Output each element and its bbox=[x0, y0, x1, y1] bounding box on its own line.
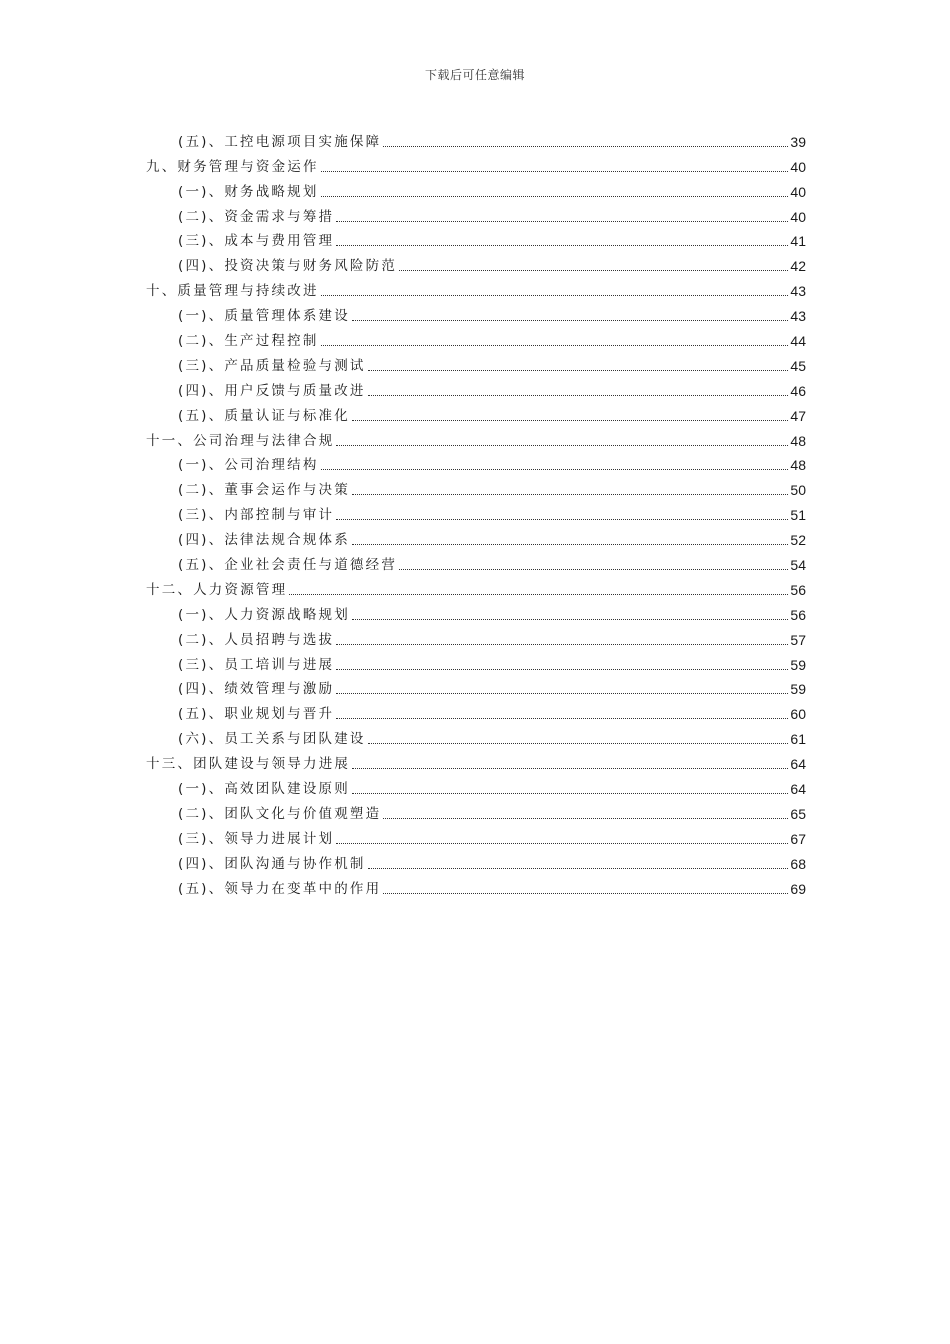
toc-entry-title: 十一、公司治理与法律合规 bbox=[146, 432, 335, 449]
toc-chapter-entry[interactable] bbox=[146, 748, 806, 773]
toc-section-entry[interactable] bbox=[146, 226, 806, 251]
toc-section-entry[interactable] bbox=[146, 649, 806, 674]
toc-dot-leader bbox=[336, 693, 788, 694]
toc-dot-leader bbox=[321, 469, 789, 470]
toc-entry-title: (四)、投资决策与财务风险防范 bbox=[178, 258, 398, 275]
toc-dot-leader bbox=[352, 320, 788, 321]
toc-dot-leader bbox=[289, 594, 788, 595]
toc-page-number: 65 bbox=[790, 805, 806, 822]
toc-page-number: 47 bbox=[790, 407, 806, 424]
toc-page-number: 60 bbox=[790, 706, 806, 723]
toc-dot-leader bbox=[336, 669, 788, 670]
toc-entry-title: (二)、团队文化与价值观塑造 bbox=[178, 805, 382, 822]
toc-dot-leader bbox=[336, 843, 788, 844]
toc-page-number: 40 bbox=[790, 183, 806, 200]
page-header: 下载后可任意编辑 bbox=[424, 68, 525, 82]
toc-entry-title: (五)、工控电源项目实施保障 bbox=[178, 133, 382, 150]
toc-dot-leader bbox=[321, 295, 789, 296]
toc-dot-leader bbox=[336, 445, 788, 446]
toc-page-number: 48 bbox=[790, 432, 806, 449]
toc-section-entry[interactable] bbox=[146, 375, 806, 400]
toc-section-entry[interactable] bbox=[146, 848, 806, 873]
toc-dot-leader bbox=[383, 146, 788, 147]
toc-chapter-entry[interactable] bbox=[146, 275, 806, 300]
toc-dot-leader bbox=[352, 420, 788, 421]
toc-page-number: 52 bbox=[790, 532, 806, 549]
toc-section-entry[interactable] bbox=[146, 474, 806, 499]
toc-dot-leader bbox=[321, 345, 789, 346]
toc-entry-title: (五)、企业社会责任与道德经营 bbox=[178, 557, 398, 574]
toc-page-number: 59 bbox=[790, 656, 806, 673]
toc-page-number: 40 bbox=[790, 208, 806, 225]
toc-entry-title: (五)、质量认证与标准化 bbox=[178, 407, 350, 424]
toc-dot-leader bbox=[352, 494, 788, 495]
toc-entry-title: (一)、财务战略规划 bbox=[178, 183, 319, 200]
toc-entry-title: (二)、人员招聘与选拔 bbox=[178, 631, 335, 648]
toc-section-entry[interactable] bbox=[146, 798, 806, 823]
toc-section-entry[interactable] bbox=[146, 350, 806, 375]
toc-dot-leader bbox=[336, 245, 788, 246]
toc-dot-leader bbox=[321, 171, 789, 172]
toc-entry-title: (一)、高效团队建设原则 bbox=[178, 781, 350, 798]
toc-entry-title: (二)、董事会运作与决策 bbox=[178, 482, 350, 499]
toc-page-number: 67 bbox=[790, 830, 806, 847]
toc-entry-title: 九、财务管理与资金运作 bbox=[146, 158, 319, 175]
toc-section-entry[interactable] bbox=[146, 524, 806, 549]
toc-entry-title: (三)、员工培训与进展 bbox=[178, 656, 335, 673]
toc-dot-leader bbox=[352, 768, 788, 769]
toc-entry-title: 十三、团队建设与领导力进展 bbox=[146, 756, 351, 773]
toc-page-number: 64 bbox=[790, 756, 806, 773]
toc-section-entry[interactable] bbox=[146, 698, 806, 723]
toc-section-entry[interactable] bbox=[146, 599, 806, 624]
toc-section-entry[interactable] bbox=[146, 773, 806, 798]
toc-dot-leader bbox=[383, 893, 788, 894]
toc-dot-leader bbox=[368, 370, 789, 371]
toc-dot-leader bbox=[336, 718, 788, 719]
toc-chapter-entry[interactable] bbox=[146, 574, 806, 599]
toc-entry-title: (三)、成本与费用管理 bbox=[178, 233, 335, 250]
toc-section-entry[interactable] bbox=[146, 450, 806, 475]
toc-section-entry[interactable] bbox=[146, 549, 806, 574]
toc-entry-title: 十二、人力资源管理 bbox=[146, 581, 288, 598]
toc-page-number: 56 bbox=[790, 581, 806, 598]
toc-entry-title: (五)、职业规划与晋升 bbox=[178, 706, 335, 723]
toc-section-entry[interactable] bbox=[146, 201, 806, 226]
toc-entry-title: (四)、团队沟通与协作机制 bbox=[178, 855, 366, 872]
toc-section-entry[interactable] bbox=[146, 126, 806, 151]
toc-page-number: 43 bbox=[790, 283, 806, 300]
toc-entry-title: (三)、产品质量检验与测试 bbox=[178, 357, 366, 374]
toc-entry-title: (二)、生产过程控制 bbox=[178, 333, 319, 350]
toc-entry-title: (一)、公司治理结构 bbox=[178, 457, 319, 474]
toc-entry-title: (四)、绩效管理与激励 bbox=[178, 681, 335, 698]
toc-page-number: 68 bbox=[790, 855, 806, 872]
toc-dot-leader bbox=[383, 818, 788, 819]
toc-dot-leader bbox=[336, 519, 788, 520]
toc-page-number: 40 bbox=[790, 158, 806, 175]
toc-page-number: 43 bbox=[790, 308, 806, 325]
toc-section-entry[interactable] bbox=[146, 823, 806, 848]
toc-section-entry[interactable] bbox=[146, 300, 806, 325]
toc-dot-leader bbox=[368, 743, 789, 744]
toc-dot-leader bbox=[399, 569, 788, 570]
toc-page-number: 61 bbox=[790, 731, 806, 748]
toc-dot-leader bbox=[368, 868, 789, 869]
toc-entry-title: (三)、领导力进展计划 bbox=[178, 830, 335, 847]
toc-section-entry[interactable] bbox=[146, 176, 806, 201]
toc-section-entry[interactable] bbox=[146, 624, 806, 649]
toc-dot-leader bbox=[352, 544, 788, 545]
toc-entry-title: 十、质量管理与持续改进 bbox=[146, 283, 319, 300]
toc-page-number: 45 bbox=[790, 357, 806, 374]
toc-section-entry[interactable] bbox=[146, 325, 806, 350]
toc-page-number: 42 bbox=[790, 258, 806, 275]
toc-chapter-entry[interactable] bbox=[146, 151, 806, 176]
toc-dot-leader bbox=[368, 395, 789, 396]
toc-entry-title: (二)、资金需求与筹措 bbox=[178, 208, 335, 225]
toc-entry-title: (四)、用户反馈与质量改进 bbox=[178, 382, 366, 399]
toc-page-number: 46 bbox=[790, 382, 806, 399]
toc-chapter-entry[interactable] bbox=[146, 425, 806, 450]
toc-section-entry[interactable] bbox=[146, 499, 806, 524]
toc-page-number: 51 bbox=[790, 507, 806, 524]
table-of-contents bbox=[146, 126, 806, 898]
toc-dot-leader bbox=[336, 644, 788, 645]
toc-dot-leader bbox=[352, 619, 788, 620]
toc-page-number: 56 bbox=[790, 606, 806, 623]
toc-entry-title: (一)、人力资源战略规划 bbox=[178, 606, 350, 623]
toc-page-number: 54 bbox=[790, 557, 806, 574]
toc-page-number: 48 bbox=[790, 457, 806, 474]
toc-dot-leader bbox=[352, 793, 788, 794]
toc-page-number: 59 bbox=[790, 681, 806, 698]
toc-page-number: 69 bbox=[790, 880, 806, 897]
toc-entry-title: (六)、员工关系与团队建设 bbox=[178, 731, 366, 748]
toc-entry-title: (五)、领导力在变革中的作用 bbox=[178, 880, 382, 897]
toc-page-number: 41 bbox=[790, 233, 806, 250]
toc-page-number: 64 bbox=[790, 781, 806, 798]
toc-section-entry[interactable] bbox=[146, 674, 806, 699]
toc-section-entry[interactable] bbox=[146, 873, 806, 898]
toc-section-entry[interactable] bbox=[146, 250, 806, 275]
toc-dot-leader bbox=[399, 270, 788, 271]
toc-page-number: 44 bbox=[790, 333, 806, 350]
toc-section-entry[interactable] bbox=[146, 723, 806, 748]
toc-page-number: 57 bbox=[790, 631, 806, 648]
toc-page-number: 39 bbox=[790, 133, 806, 150]
toc-dot-leader bbox=[336, 221, 788, 222]
toc-entry-title: (一)、质量管理体系建设 bbox=[178, 308, 350, 325]
toc-dot-leader bbox=[321, 196, 789, 197]
toc-entry-title: (四)、法律法规合规体系 bbox=[178, 532, 350, 549]
toc-section-entry[interactable] bbox=[146, 400, 806, 425]
toc-entry-title: (三)、内部控制与审计 bbox=[178, 507, 335, 524]
toc-page-number: 50 bbox=[790, 482, 806, 499]
